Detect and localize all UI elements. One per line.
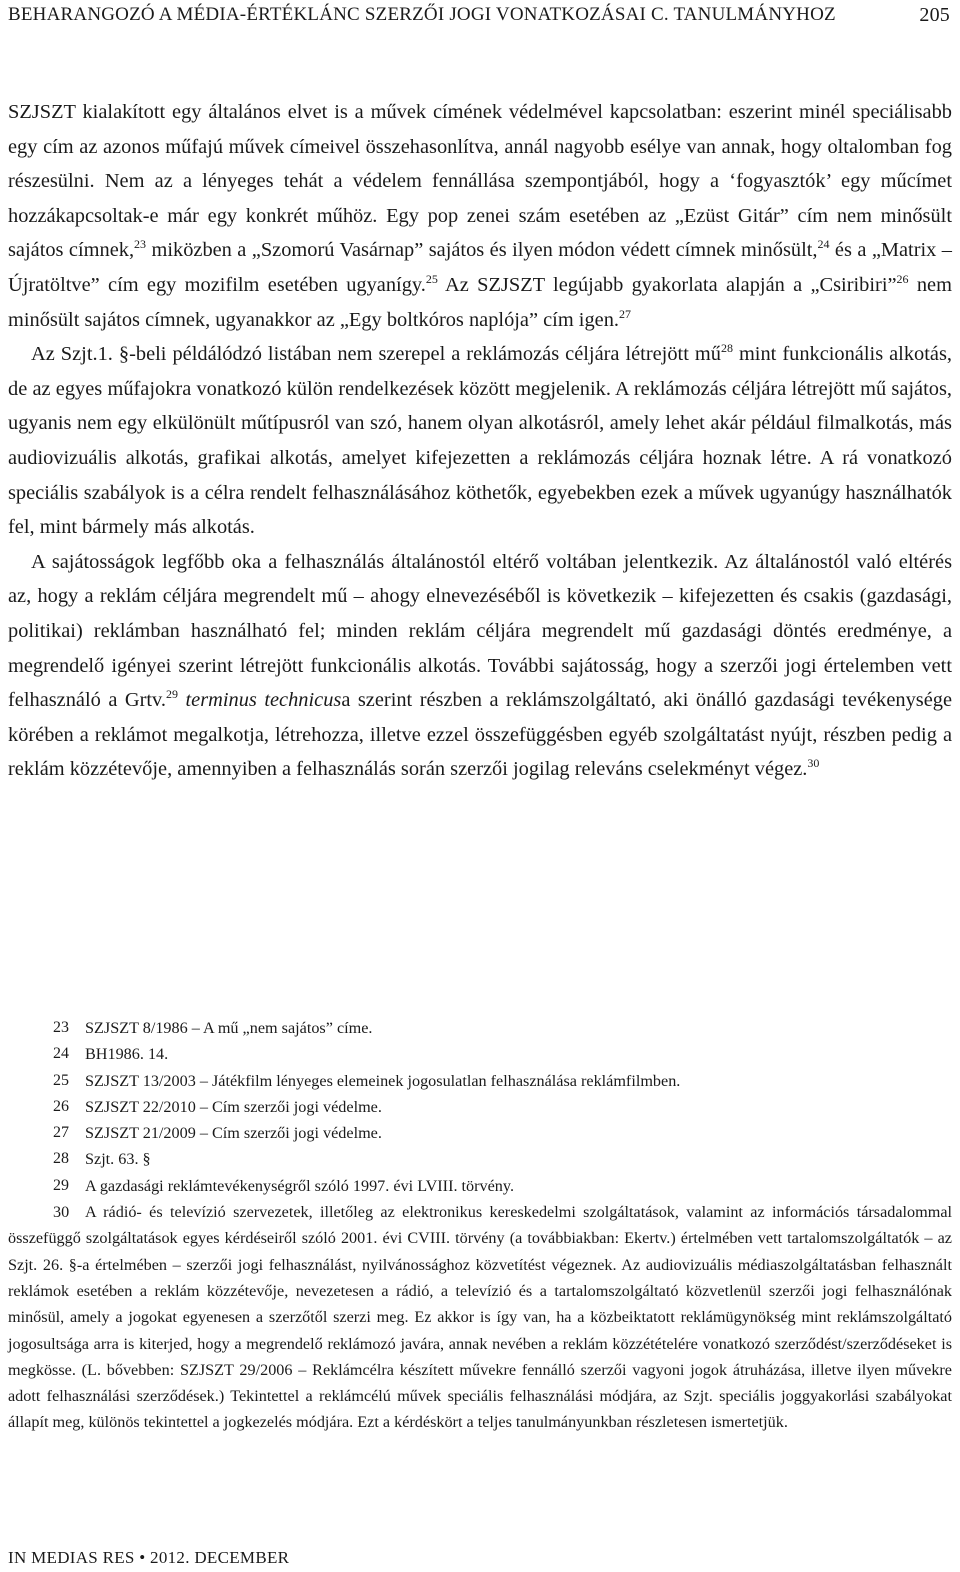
footnote-ref-30: 30 bbox=[807, 756, 820, 771]
footnote-ref-28: 28 bbox=[720, 341, 733, 356]
text-run: A sajátosságok legfőbb oka a felhasználás általánostól eltérő voltában jelentkezik. Az általánostól való eltérés az, hogy a reklám céljára megrendelt mű – ahogy elnevezéséből is következik – kifejezetten és csakis (gazdasági, politikai) reklámban használható fel; minden reklám céljára megrendelt mű gazdasági döntés eredménye, a megrendelő igényei szerint létrejött funkcionális alkotás. További sajátosság, hogy a szerzői jogi értelemben vett felhasználó a Grtv. bbox=[8, 550, 952, 712]
footnote-ref-23: 23 bbox=[134, 237, 147, 252]
footnote-text: SZJSZT 8/1986 – A mű „nem sajátos” címe. bbox=[85, 1019, 373, 1037]
running-footer: IN MEDIAS RES • 2012. DECEMBER bbox=[8, 1548, 290, 1567]
text-run: és a „Matrix – Újratöltve” cím egy mozifilm esetében ugyanígy. bbox=[8, 239, 952, 296]
footnote-text: SZJSZT 22/2010 – Cím szerzői jogi védelme. bbox=[85, 1097, 382, 1116]
footnote-text: BH1986. 14. bbox=[85, 1045, 169, 1064]
paragraph-2 bbox=[8, 337, 952, 545]
footnote-30 bbox=[8, 1199, 952, 1436]
text-run: SZJSZT kialakított egy általános elvet is a művek címének védelmével kapcsolatban: eszerint minél speciálisabb egy cím az azonos műfajú művek címeivel összehasonlítva, annál nagyobb esélye van annak, hogy oltalomban fog részesülni. Nem az a lényeges tehát a védelem fennállása szempontjából, hogy a ‘fogyasztók’ egy műcímet hozzákapcsoltak-e már egy konkrét műhöz. Egy pop zenei szám esetében az „Ezüst Gitár” cím nem minősült sajátos címnek, bbox=[8, 101, 952, 262]
text-run: Az SZJSZT legújabb gyakorlata alapján a „Csiribiri” bbox=[437, 273, 897, 296]
footnote-23 bbox=[8, 1015, 952, 1041]
footnote-28 bbox=[8, 1146, 952, 1172]
footnotes bbox=[8, 1015, 952, 1436]
footnote-27 bbox=[8, 1120, 952, 1146]
main-text bbox=[8, 95, 952, 787]
footnote-number: 29 bbox=[53, 1176, 69, 1194]
footnote-ref-24: 24 bbox=[817, 237, 830, 252]
footnote-number: 26 bbox=[53, 1097, 69, 1115]
running-header bbox=[8, 4, 950, 32]
footnote-ref-27: 27 bbox=[619, 306, 632, 321]
footnote-24 bbox=[8, 1041, 952, 1067]
paragraph-1 bbox=[8, 95, 952, 337]
footnote-text: A gazdasági reklámtevékenységről szóló 1997. évi LVIII. törvény. bbox=[85, 1176, 514, 1195]
footnote-text: A rádió- és televízió szervezetek, illetőleg az elektronikus kereskedelmi szolgáltatások, valamint az információs társadalommal összefüggő szolgáltatások egyes kérdéseiről szóló 2001. évi CVIII. törvény (a továbbiakban: Ekertv.) értelmében vett tartalomszolgáltatók – az Szjt. 26. §-a értelmében – szerzői jogi felhasználást, nyilvánossághoz közvetítést végeznek. Az audiovizuális médiaszolgáltatásban felhasznált reklámok esetében a reklám közzétevője, nevezetesen a rádió, a televízió és a tartalomszolgáltató közvetlenül szerzői jogi felhasználónak minősül, amely a jogokat egyenesen a szerzőtől szerzi meg. Ez akkor is így van, ha a közbeiktatott reklámügynökség mint reklámszolgáltató jogosultsága arra is kiterjed, hogy a megrendelő reklámozó javára, annak nevében a reklám közzétételére vonatkozó szerződést/szerződéseket is megkösse. (L. bővebben: SZJSZT 29/2006 – Reklámcélra készített művekre fennálló szerzői vagyoni jogok átruházása, illetve ilyen művekre adott felhasználási szerződések.) Tekintettel a reklámcélú művek speciális felhasználási módjára, az Szjt. speciális joggyakorlási szabályokat állapít meg, különös tekintettel a jogkezelés módjára. Ezt a kérdéskört a teljes tanulmányunkban részletesen ismertetjük. bbox=[8, 1203, 952, 1432]
footnote-number: 23 bbox=[53, 1019, 69, 1036]
running-title: BEHARANGOZÓ A MÉDIA-ÉRTÉKLÁNC SZERZŐI JOGI VONATKOZÁSAI C. TANULMÁNYHOZ bbox=[8, 4, 836, 25]
text-run: mint funkcionális alkotás, de az egyes műfajokra vonatkozó külön rendelkezések között megjelenik. A reklámozás céljára létrejött mű sajátos, ugyanis nem egy elkülönült műtípusról van szó, hanem olyan alkotásról, amely lehet akár például filmalkotás, más audiovizuális alkotás, grafikai alkotás, amelyet kifejezetten a reklámozás céljára hoznak létre. A rá vonatkozó speciális szabályok is a célra rendelt felhasználásához köthetők, egyebekben ezek a művek ugyanúgy használhatók fel, mint bármely más alkotás. bbox=[8, 343, 952, 539]
footnote-text: SZJSZT 21/2009 – Cím szerzői jogi védelme. bbox=[85, 1124, 382, 1143]
text-run: miközben a „Szomorú Vasárnap” sajátos és ilyen módon védett címnek minősült, bbox=[146, 239, 818, 262]
footnote-ref-29: 29 bbox=[166, 687, 178, 702]
text-run: nem minősült sajátos címnek, ugyanakkor az „Egy boltkóros naplója” cím igen. bbox=[8, 273, 952, 331]
italic-term: terminus technicus bbox=[185, 689, 342, 712]
footnote-number: 25 bbox=[53, 1071, 69, 1089]
footnote-text: Szjt. 63. § bbox=[85, 1150, 151, 1169]
text-run: Az Szjt.1. §-beli példálódzó listában nem szerepel a reklámozás céljára létrejött mű bbox=[31, 343, 721, 366]
footnote-number: 24 bbox=[53, 1045, 69, 1063]
page-number: 205 bbox=[919, 4, 950, 26]
footnote-text: SZJSZT 13/2003 – Játékfilm lényeges elemeinek jogosulatlan felhasználása reklámfilmben. bbox=[85, 1071, 681, 1090]
footnote-25 bbox=[8, 1068, 952, 1094]
footnote-number: 27 bbox=[53, 1124, 69, 1142]
footnote-number: 28 bbox=[53, 1150, 69, 1168]
footnote-number: 30 bbox=[53, 1203, 70, 1222]
footnote-26 bbox=[8, 1094, 952, 1120]
footnote-ref-25: 25 bbox=[425, 271, 438, 286]
paragraph-3 bbox=[8, 545, 952, 787]
footnote-29 bbox=[8, 1173, 952, 1199]
footnote-ref-26: 26 bbox=[896, 271, 909, 286]
text-run: a szerint részben a reklámszolgáltató, aki önálló gazdasági tevékenysége körében a reklámot megalkotja, létrehozza, illetve ezzel összefüggésben egyéb szolgáltatást nyújt, részben pedig a reklám közzétevője, amennyiben a felhasználás során szerzői jogilag releváns cselekményt végez. bbox=[8, 689, 953, 781]
